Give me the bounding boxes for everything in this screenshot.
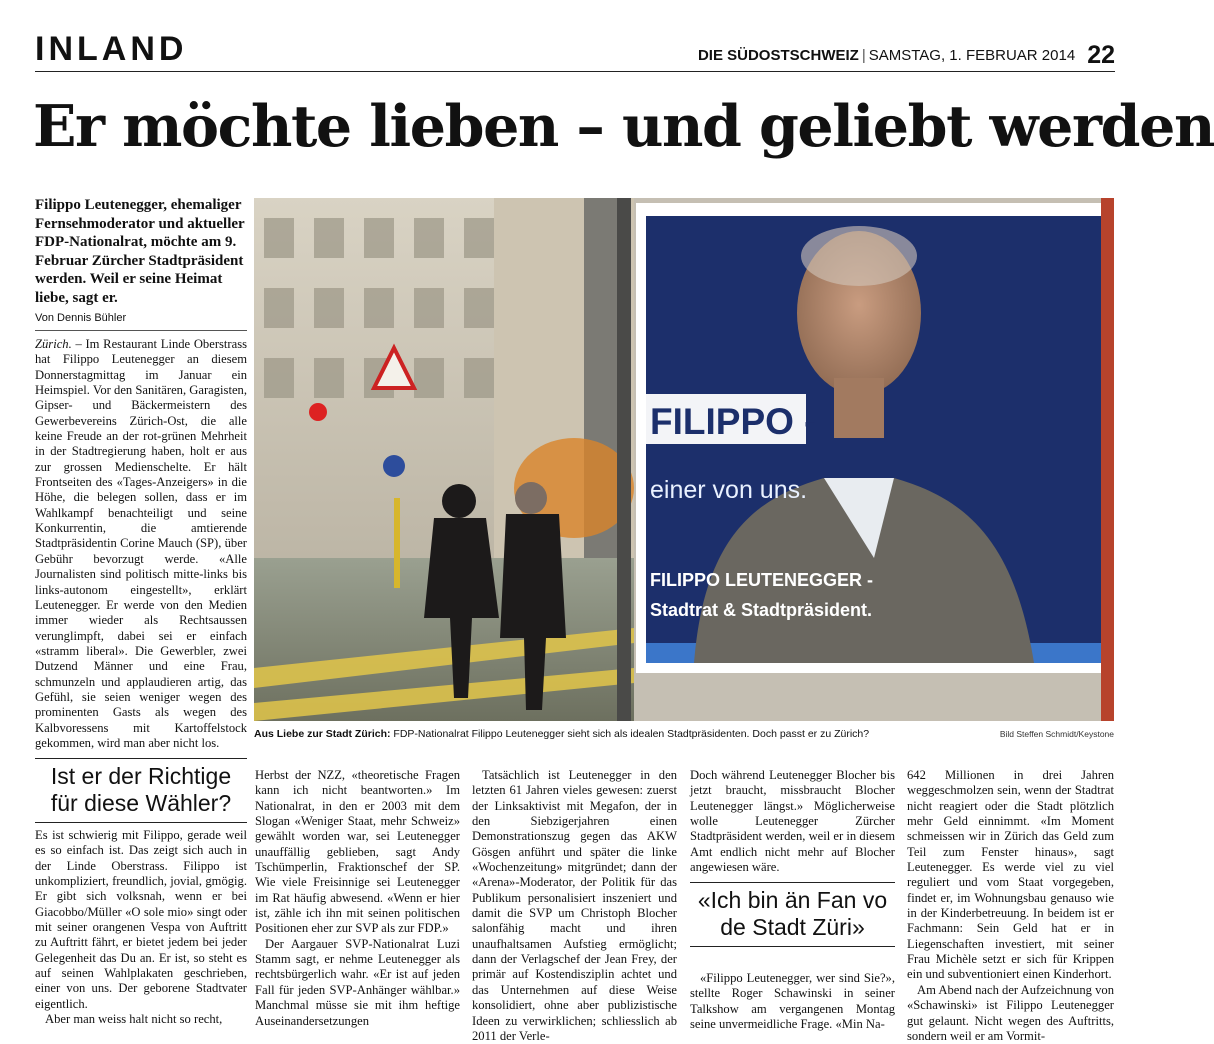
intro-paragraph: [35, 337, 247, 751]
column-4-lower: [690, 971, 895, 1032]
column-3: [472, 768, 677, 1043]
lead-paragraph: Filippo Leutenegger, ehemaliger Fernsehmoderator und aktueller FDP-Nationalrat, möchte am 9. Februar Zürcher Stadtpräsident werden. Weil er seine Heimat liebe, sagt er.: [35, 197, 245, 306]
poster-office: Stadtrat & Stadtpräsident.: [650, 600, 873, 620]
column-4-upper: [690, 768, 895, 878]
section-label: INLAND: [35, 30, 188, 68]
column-4-paragraph-2: «Filippo Leutenegger, wer sind Sie?», stellte Roger Schawinski in seiner Talkshow am vergangenen Montag seine unvermeidliche Frage. «Min Na-: [690, 971, 895, 1032]
intro-column: [35, 337, 247, 750]
column-2-paragraph-1: Herbst der NZZ, «theoretische Fragen kann ich nicht beantworten.» Im Nationalrat, in den er 2003 mit dem Slogan «Weniger Staat, mehr Schweiz» gewählt worden war, sei Leutenegger unauffällig geblieben, sagt Andy Tschümperlin, Fraktionschef der SP. Wie viele Freisinnige sei Leutenegger im Rat häufig abwesend. «Wenn er hier ist, zähle ich ihn mit seinen politischen Positionen eher zur SVP als zur FDP.»: [255, 768, 460, 936]
caption-text: FDP-Nationalrat Filippo Leutenegger sieht sich als idealen Stadtpräsidenten. Doch passt er zu Zürich?: [390, 728, 870, 740]
column-5-paragraph-1: 642 Millionen in drei Jahren weggeschmolzen sein, wenn der Stadtrat nicht reagiert oder die Stadt plötzlich mehr Geld einnimmt. «Im Moment schmeissen wir in Zürich das Geld zum Teil zum Fenster hinaus», sagt Leutenegger. Es werde viel zu viel reguliert und vom Staat vorgegeben, findet er, im Wohnungsbau genauso wie in der Kinderbetreuung. In beidem ist er Fachmann: Sein Geld hat er in Liegenschaften investiert, mit seiner Frau Michèle setzt er sich für Krippen ein und subventioniert einen Kinderhort.: [907, 768, 1114, 982]
column-2-paragraph-2: Der Aargauer SVP-Nationalrat Luzi Stamm sagt, er nehme Leutenegger als rechtsbürgerlich wahr. «Er ist auf jeden Fall für jeden SVP-Anhänger wählbar.» Manchmal müsse sie mit ihm heftige Auseinandersetzungen: [255, 936, 460, 1028]
intro-text: – Im Restaurant Linde Oberstrass hat Filippo Leutenegger an diesem Donnerstagmittag im Januar ein Heimspiel. Vor den Sanitären, Garagisten, Gipser- und Bäckermeistern des Gewerbevereins Zürich-Ost, die alle keine Freude an der rot-grünen Mehrheit in der Stadtregierung haben, holt er aus zur grossen Medienschelte. Er hält Frontseiten des «Tages-Anzeigers» in die Höhe, die belegen sollen, dass er im Wahlkampf benachteiligt und seine Konkurrentin, die amtierende Stadtpräsidentin Corine Mauch (SP), über Gebühr bevorzugt werde. «Alle Journalisten sind politisch mitte-links bis links-autonom eingestellt», erklärt Leutenegger. Er werde von den Medien immer wieder als Rechtsaussen verunglimpft, dabei sei er einfach «stramm liberal». Die Gewerbler, zwei Dutzend Männer und eine Frau, schmunzeln und applaudieren artig, das Gefühl, sie seien weniger wegen des prominenten Gasts als wegen des Kalbvoressens mit Kartoffelstock gekommen, wird man aber nicht los.: [35, 337, 247, 750]
photo-credit: Bild Steffen Schmidt/Keystone: [999, 729, 1114, 739]
masthead: [35, 28, 1115, 72]
article-photo: [254, 198, 1114, 721]
byline: Von Dennis Bühler: [35, 312, 247, 331]
column-5-paragraph-2: Am Abend nach der Aufzeichnung von «Schawinski» ist Filippo Leutenegger gut gelaunt. Nicht wegen des Auftritts, sondern weil er am Vormit-: [907, 982, 1114, 1043]
caption-bold: Aus Liebe zur Stadt Zürich:: [254, 728, 391, 740]
dateline: Zürich.: [35, 337, 72, 351]
column-2: [255, 768, 460, 1029]
pull-quote-1: Ist er der Richtige für diese Wähler?: [35, 758, 247, 823]
column-4-paragraph-1: Doch während Leutenegger Blocher bis jetzt braucht, missbraucht Blocher Leutenegger längst.» Möglicherweise wolle Leutenegger Zürcher Stadtpräsident werden, weil er in diesem Amt endlich nicht mehr auf Blocher angewiesen wäre.: [690, 768, 895, 875]
poster-name: FILIPPO -: [650, 401, 817, 442]
column-5: [907, 768, 1114, 1043]
column-1: [35, 828, 247, 1029]
column-1-paragraph-2: Aber man weiss halt nicht so recht,: [45, 1012, 223, 1027]
photo-caption: [254, 728, 1114, 740]
issue-date: SAMSTAG, 1. FEBRUAR 2014: [868, 47, 1076, 64]
paper-info: [698, 38, 1115, 67]
headline: Er möchte lieben – und geliebt werden: [33, 93, 1214, 160]
photo-illustration: [254, 198, 1114, 721]
pull-quote-2: «Ich bin än Fan vo de Stadt Züri»: [690, 882, 895, 947]
separator: |: [861, 47, 866, 64]
column-3-paragraph-1: Tatsächlich ist Leutenegger in den letzten 61 Jahren vieles gewesen: zuerst der Linksaktivist mit Megafon, der in den Siebzigerjahren einen Demonstrationszug gegen das AKW Gösgen anführt und später die linke «Wochenzeitung» mitgründet; dann der «Arena»-Moderator, der Politik für das Publikum personalisiert inszeniert und damit die SVP um Christoph Blocher salonfähig macht und ihren unaufhaltsamen Aufstieg ermöglicht; dann der Verlagschef der Jean Frey, der primär auf Kostendisziplin achtet und das Unternehmen auf diese Weise konsolidiert, ohne aber publizistische Ideen zu verwirklichen; schliesslich ab 2011 der Verle-: [472, 768, 677, 1043]
poster-fullname: FILIPPO LEUTENEGGER -: [650, 570, 874, 590]
newspaper-name: DIE SÜDOSTSCHWEIZ: [697, 47, 859, 64]
poster-slogan: einer von uns.: [650, 476, 808, 504]
page-number: 22: [1087, 41, 1115, 69]
column-1-paragraph-1: Es ist schwierig mit Filippo, gerade weil es so einfach ist. Das zeigt sich auch in der Linde Oberstrass. Filippo ist unkompliziert, freundlich, jovial, gmögig. Er gibt sich volksnah, wenn er bei Giacobbo/Müller «O sole mio» singt oder mit seiner orangenen Vespa von Auftritt zu Auftritt fährt, er bietet jedem bei jeder Gelegenheit das Du an. Er ist, so steht es auf seinen Wahlplakaten geschrieben, einer von uns. Der geborene Stadtvater eigentlich.: [35, 828, 247, 1011]
